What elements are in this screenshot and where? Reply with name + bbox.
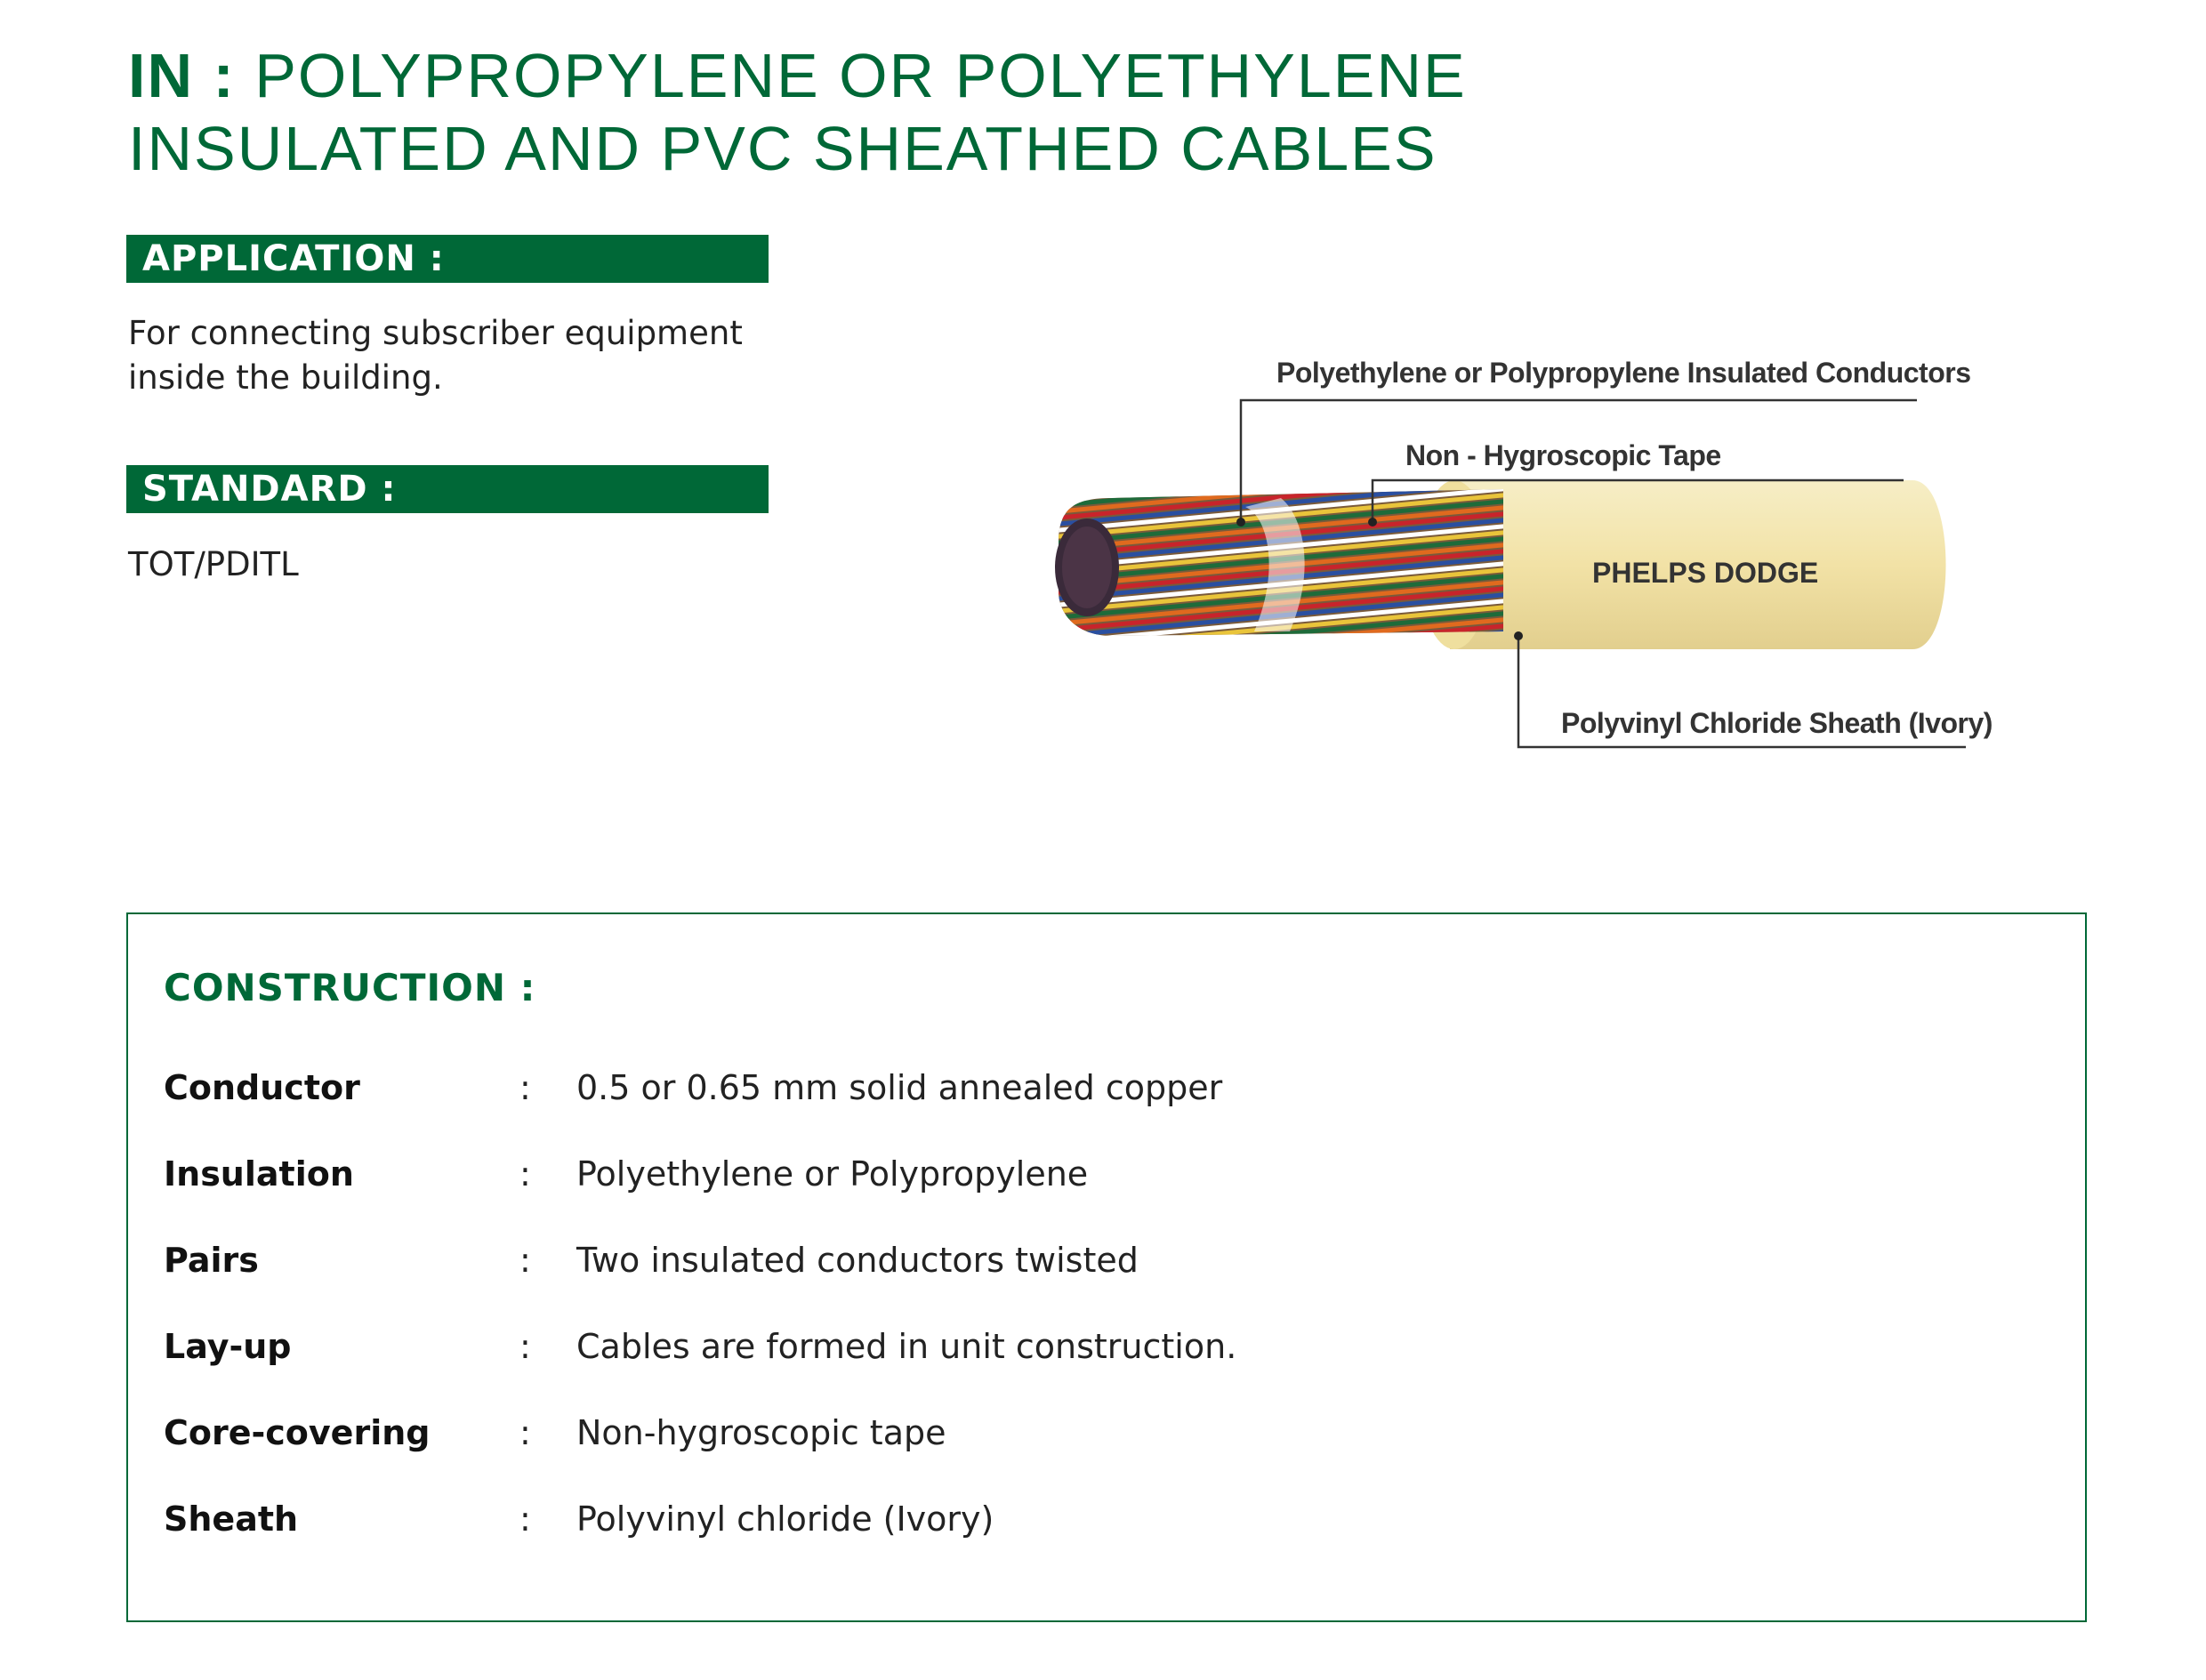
construction-heading: CONSTRUCTION :: [164, 966, 536, 1009]
construction-separator: :: [519, 1327, 531, 1366]
construction-value: 0.5 or 0.65 mm solid annealed copper: [576, 1068, 1223, 1107]
construction-value: Two insulated conductors twisted: [576, 1241, 1139, 1280]
callout-sheath: Polyvinyl Chloride Sheath (Ivory): [1561, 707, 1993, 739]
construction-separator: :: [519, 1154, 531, 1194]
page-title: [128, 39, 1467, 185]
construction-separator: :: [519, 1241, 531, 1280]
construction-value: Polyvinyl chloride (Ivory): [576, 1499, 994, 1539]
core-end-inner: [1062, 527, 1112, 608]
construction-value: Polyethylene or Polypropylene: [576, 1154, 1089, 1194]
construction-separator: :: [519, 1068, 531, 1107]
callout-conductors: Polyethylene or Polypropylene Insulated Conductors: [1276, 357, 1971, 389]
construction-value: Non-hygroscopic tape: [576, 1413, 946, 1452]
construction-row: [164, 1492, 2032, 1546]
construction-row: [164, 1320, 2032, 1373]
callout-dot-tape: [1368, 518, 1377, 527]
cable-illustration: [1023, 338, 2019, 783]
construction-label: Insulation: [164, 1154, 354, 1194]
application-heading: APPLICATION :: [126, 235, 769, 283]
construction-box: [126, 912, 2087, 1622]
application-text: [128, 311, 743, 400]
construction-value: Cables are formed in unit construction.: [576, 1327, 1237, 1366]
title-line-1: [128, 39, 1467, 112]
conductor-stripe: [1041, 649, 1521, 694]
standard-heading: STANDARD :: [126, 465, 769, 513]
cable-diagram: [1023, 338, 2019, 783]
construction-label: Pairs: [164, 1241, 259, 1280]
conductor-stripe: [1041, 668, 1521, 712]
application-line-1: For connecting subscriber equipment: [128, 314, 743, 352]
construction-label: Lay-up: [164, 1327, 292, 1366]
title-prefix: IN :: [128, 41, 236, 110]
construction-row: [164, 1406, 2032, 1459]
brand-label: PHELPS DODGE: [1592, 557, 1819, 589]
construction-row: [164, 1147, 2032, 1201]
construction-label: Core-covering: [164, 1413, 431, 1452]
construction-label: Conductor: [164, 1068, 360, 1107]
construction-separator: :: [519, 1499, 531, 1539]
callout-dot-sheath: [1514, 631, 1523, 640]
callout-dot-conductors: [1236, 518, 1245, 527]
construction-row: [164, 1234, 2032, 1287]
application-line-2: inside the building.: [128, 358, 443, 397]
conductor-stripe: [1041, 655, 1521, 700]
title-line-2: INSULATED AND PVC SHEATHED CABLES: [128, 114, 1437, 183]
construction-label: Sheath: [164, 1499, 299, 1539]
standard-value: TOT/PDITL: [128, 545, 299, 583]
conductor-stripe: [1041, 662, 1521, 706]
callout-tape: Non - Hygroscopic Tape: [1405, 439, 1721, 471]
title-line-1-text: POLYPROPYLENE OR POLYETHYLENE: [254, 41, 1467, 110]
conductor-stripe: [1041, 643, 1521, 687]
construction-row: [164, 1061, 2032, 1114]
construction-separator: :: [519, 1413, 531, 1452]
